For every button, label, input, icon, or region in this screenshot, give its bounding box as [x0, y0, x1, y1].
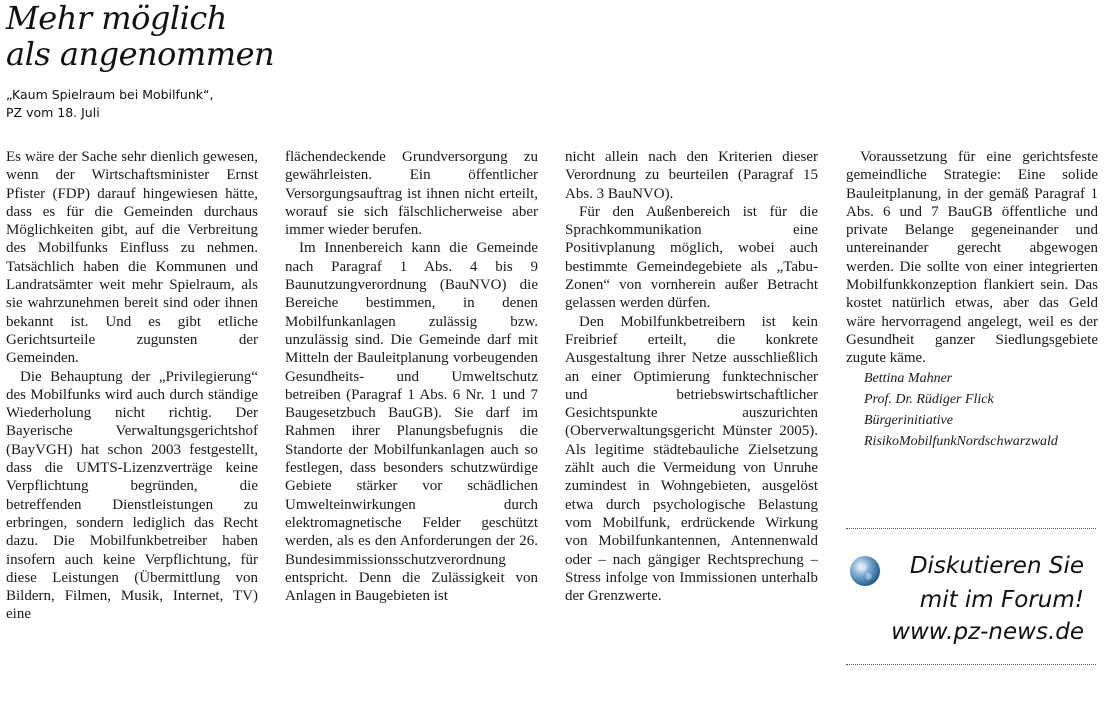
signature-name: Prof. Dr. Rüdiger Flick — [864, 391, 994, 407]
paragraph: Für den Außenbereich ist für die Sprachkommunikation eine Positivplanung möglich, wobei auch bestimmte Gemeindegebiete als „Tabu-Zonen“ von vornherein außer Betracht gelassen werden dürfen. — [565, 203, 818, 312]
headline-line-1: Mehr möglich — [6, 0, 227, 37]
paragraph: nicht allein nach den Kriterien dieser Verordnung zu beurteilen (Paragraf 15 Abs. 3 BauNVO). — [565, 149, 818, 202]
paragraph: Im Innenbereich kann die Gemeinde nach Paragraf 1 Abs. 4 bis 9 Baunutzungverordnung (BauNVO) die Bereiche bestimmen, in denen Mobilfunkanlagen zulässig bzw. unzulässig sind. Die Gemeinde darf mit Mitteln der Bauleitplanung vorbeugenden Gesundheits- und Umweltschutz betreiben (Paragraf 1 Abs. 6 Nr. 1 und 7 Baugesetzbuch BauGB). Sie darf im Rahmen ihrer Planungsbefugnis die Standorte der Mobilfunkanlagen auch so festlegen, dass besonders schutzwürdige Gebiete stärker vor schädlichen Umwelteinwirkungen durch elektromagnetische Felder geschützt werden, als es den Anforderungen der 26. Bundesimmissionsschutzverordnung entspricht. Denn die Zulässigkeit von Anlagen in Baugebieten ist — [285, 240, 538, 605]
dotted-divider — [846, 664, 1096, 665]
paragraph: Voraussetzung für eine gerichtsfeste gemeindliche Strategie: Eine solide Bauleitplanung, in der gemäß Paragraf 1 Abs. 6 und 7 BauGB öffentliche und private Belange gegeneinander und untereinander gerecht abgewogen werden. Die sollte von einer integrierten Mobilfunkkonzeption flankiert sein. Das kostet natürlich etwas, aber das Geld wäre hervorragend angelegt, weil es der Gesundheit ganzer Siedlungsgebiete zugute käme. — [846, 149, 1098, 367]
forum-box[interactable] — [846, 546, 1098, 654]
dotted-divider — [846, 528, 1096, 529]
text-column-3 — [565, 148, 818, 605]
article-reference — [6, 86, 406, 122]
text-column-2 — [285, 148, 538, 605]
forum-line-1: Diskutieren Sie — [909, 553, 1084, 579]
forum-line-2: mit im Forum! — [919, 587, 1084, 613]
headline — [6, 0, 406, 72]
text-column-4 — [846, 148, 1098, 452]
signature-name: Bettina Mahner — [864, 370, 953, 386]
headline-line-2: als angenommen — [6, 35, 275, 73]
globe-icon — [850, 556, 880, 586]
paragraph: Die Behauptung der „Privilegierung“ des Mobilfunks wird auch durch ständige Wiederholung nicht richtig. Der Bayerische Verwaltungsgerichtshof (BayVGH) hat schon 2003 festgestellt, dass die UMTS-Lizenzverträge keine Verpflichtung begründen, die betreffenden Dienstleistungen zu erbringen, sondern lediglich das Recht dazu. Die Mobilfunkbetreiber haben insofern auch keine Verpflichtung, für diese Leistungen (Übermittlung von Bildern, Filmen, Musik, Internet, TV) eine — [6, 368, 258, 623]
signature-organization: Bürgerinitiative — [864, 412, 953, 428]
forum-url-link[interactable]: www.pz-news.de — [891, 619, 1084, 645]
signature-organization: RisikoMobilfunkNordschwarzwald — [864, 433, 1058, 449]
text-column-1 — [6, 148, 258, 624]
paragraph: Es wäre der Sache sehr dienlich gewesen, wenn der Wirtschaftsminister Ernst Pfister (FDP) darauf hingewiesen hätte, dass es für die Gemeinden durchaus Möglichkeiten gibt, auf die Verbreitung des Mobilfunks Einfluss zu nehmen. Tatsächlich haben die Kommunen und Landratsämter weit mehr Spielraum, als sie wahrzunehmen bereit sind oder ihnen bekannt ist. Und es gibt etliche Gerichtsurteile zugunsten der Gemeinden. — [6, 149, 258, 367]
paragraph: Den Mobilfunkbetreibern ist kein Freibrief erteilt, die konkrete Ausgestaltung ihrer Netze ausschließlich an einer Optimierung funktechnischer und betriebswirtschaftlicher Gesichtspunkte auszurichten (Oberverwaltungsgericht Münster 2005). Als legitime städtebauliche Zielsetzung zählt auch die Vermeidung von Unruhe zumindest in Wohngebieten, ausgelöst etwa durch psychologische Belastung vom Mobilfunk, erdrückende Wirkung von Mobilfunkantennen, Antennenwald oder – nach gängiger Rechtsprechung – Stress infolge von Immissionen unterhalb der Grenzwerte. — [565, 313, 818, 605]
reference-line-1: „Kaum Spielraum bei Mobilfunk“, — [6, 87, 214, 102]
signature-block — [846, 368, 1098, 452]
reference-line-2: PZ vom 18. Juli — [6, 105, 100, 120]
paragraph: flächendeckende Grundversorgung zu gewährleisten. Ein öffentlicher Versorgungsauftrag ist ihnen nicht erteilt, worauf sie sich fälschlicherweise aber immer wieder berufen. — [285, 149, 538, 239]
